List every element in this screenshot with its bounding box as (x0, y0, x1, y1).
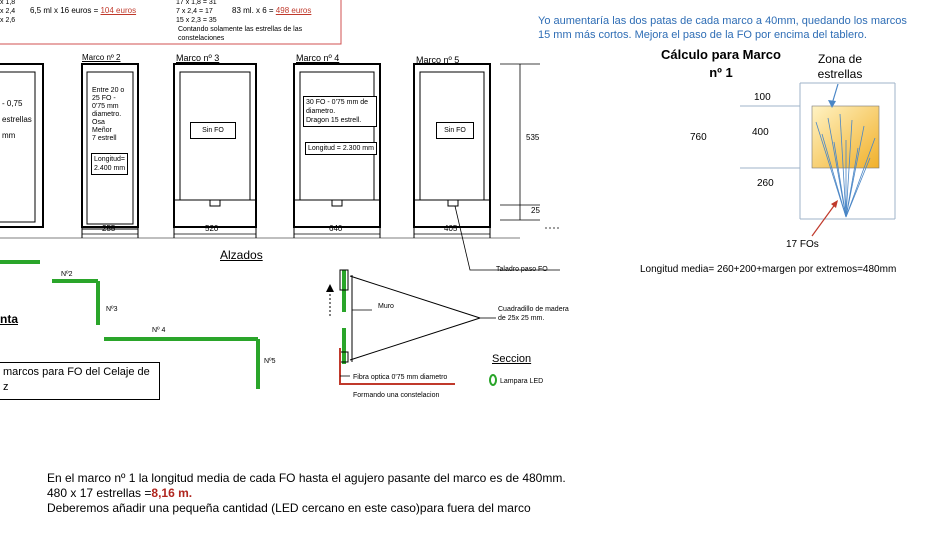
drill-label: Taladro paso FO (496, 266, 548, 273)
frame-4-width: 640 (329, 224, 343, 233)
price-line: 15 x 2,3 = 35 (176, 17, 217, 24)
frame-3-width: 520 (205, 224, 219, 233)
frame-4-title: Marco nº 4 (296, 53, 340, 63)
cuadradillo-label: Cuadradillo de madera de 25x 25 mm. (498, 306, 569, 322)
muro-label: Muro (378, 303, 394, 310)
lampara-label: Lampara LED (500, 378, 544, 385)
plan-label-5: Nº5 (264, 358, 276, 365)
section-view (326, 270, 496, 385)
frame-3-title: Marco nº 3 (176, 53, 220, 63)
frame-2-title: Marco nº 2 (82, 53, 121, 62)
frame-1 (0, 64, 43, 227)
frame-3-box: Sin FO (190, 122, 236, 139)
price-right-total: 83 ml. x 6 = 498 euros (232, 6, 312, 15)
zona-label: Zona de estrellas (817, 52, 863, 81)
dim-100: 100 (754, 92, 771, 103)
alzados-title: Alzados (220, 248, 263, 262)
price-left-value: 104 euros (100, 6, 137, 15)
leg-dim-label: 25 (531, 206, 540, 215)
price-line: x 2,4 (0, 8, 16, 15)
frame-4-text: 30 FO - 0'75 mm de diametro. Dragon 15 estrell. (303, 96, 377, 127)
frame-5 (414, 64, 560, 270)
price-lines-left (0, 0, 15, 25)
plan-title: nta (0, 312, 18, 326)
plan-label-3: Nº3 (106, 306, 118, 313)
width-dimensions (0, 234, 520, 238)
frame-4-length: Longitud = 2.300 mm (305, 142, 377, 155)
stars-note: Contando solamente las estrellas de las constelaciones (178, 26, 303, 42)
price-line: x 2,6 (0, 17, 16, 24)
longitud-media: Longitud media= 260+200+margen por extremos=480mm (640, 264, 897, 275)
calc-diagram (740, 83, 895, 236)
fibra-label: Fibra optica 0'75 mm diametro Formando una constelacion (353, 374, 448, 399)
price-lines-right (176, 0, 217, 25)
price-left-total: 6,5 ml x 16 euros = 104 euros (30, 6, 137, 15)
price-line: 17 x 1,8 = 31 (176, 0, 217, 6)
height-dimension (500, 64, 560, 228)
frame-3 (174, 64, 256, 238)
dim-400: 400 (752, 127, 769, 138)
plan-label-2: Nº2 (61, 271, 73, 278)
price-right-value: 498 euros (275, 6, 312, 15)
frame-1-text: - 0,75 estrellas mm (2, 99, 32, 140)
height-dim-label: 535 (526, 133, 540, 142)
price-line: x 1,8 (0, 0, 16, 6)
led-lamp-icon (490, 375, 496, 385)
improvement-note: Yo aumentaría las dos patas de cada marco a 40mm, quedando los marcos 15 mm más cortos. Mejora el paso de la FO por encima del tablero. (538, 15, 907, 41)
frame-5-title: Marco nº 5 (416, 55, 460, 65)
calc-title: Cálculo para Marco nº 1 (661, 47, 781, 80)
frame-2-width: 255 (102, 224, 116, 233)
plan-caption: marcos para FO del Celaje de z (0, 362, 160, 400)
frame-2-text: Entre 20 o 25 FO - 0'75 mm diametro. Osa Meñor 7 estrell (92, 87, 125, 142)
frame-5-width: 405 (444, 224, 458, 233)
star-zone (812, 106, 879, 168)
plan-label-4: Nº 4 (152, 327, 166, 334)
frame-2-length: Longitud= 2.400 mm (91, 153, 128, 175)
dim-260: 260 (757, 178, 774, 189)
section-title: Seccion (492, 353, 532, 365)
price-line: 7 x 2,4 = 17 (176, 8, 213, 15)
fos-label: 17 FOs (786, 239, 819, 250)
bottom-explanation: En el marco nº 1 la longitud media de cada FO hasta el agujero pasante del marco es de 480mm. 480 x 17 estrellas =8,16 m. Deberemos añadir una pequeña cantidad (LED cercano en este caso)para fuera del marco (47, 471, 566, 515)
frame-5-box: Sin FO (436, 122, 474, 139)
dim-760: 760 (690, 132, 707, 143)
total-length: 8,16 m. (151, 486, 193, 500)
